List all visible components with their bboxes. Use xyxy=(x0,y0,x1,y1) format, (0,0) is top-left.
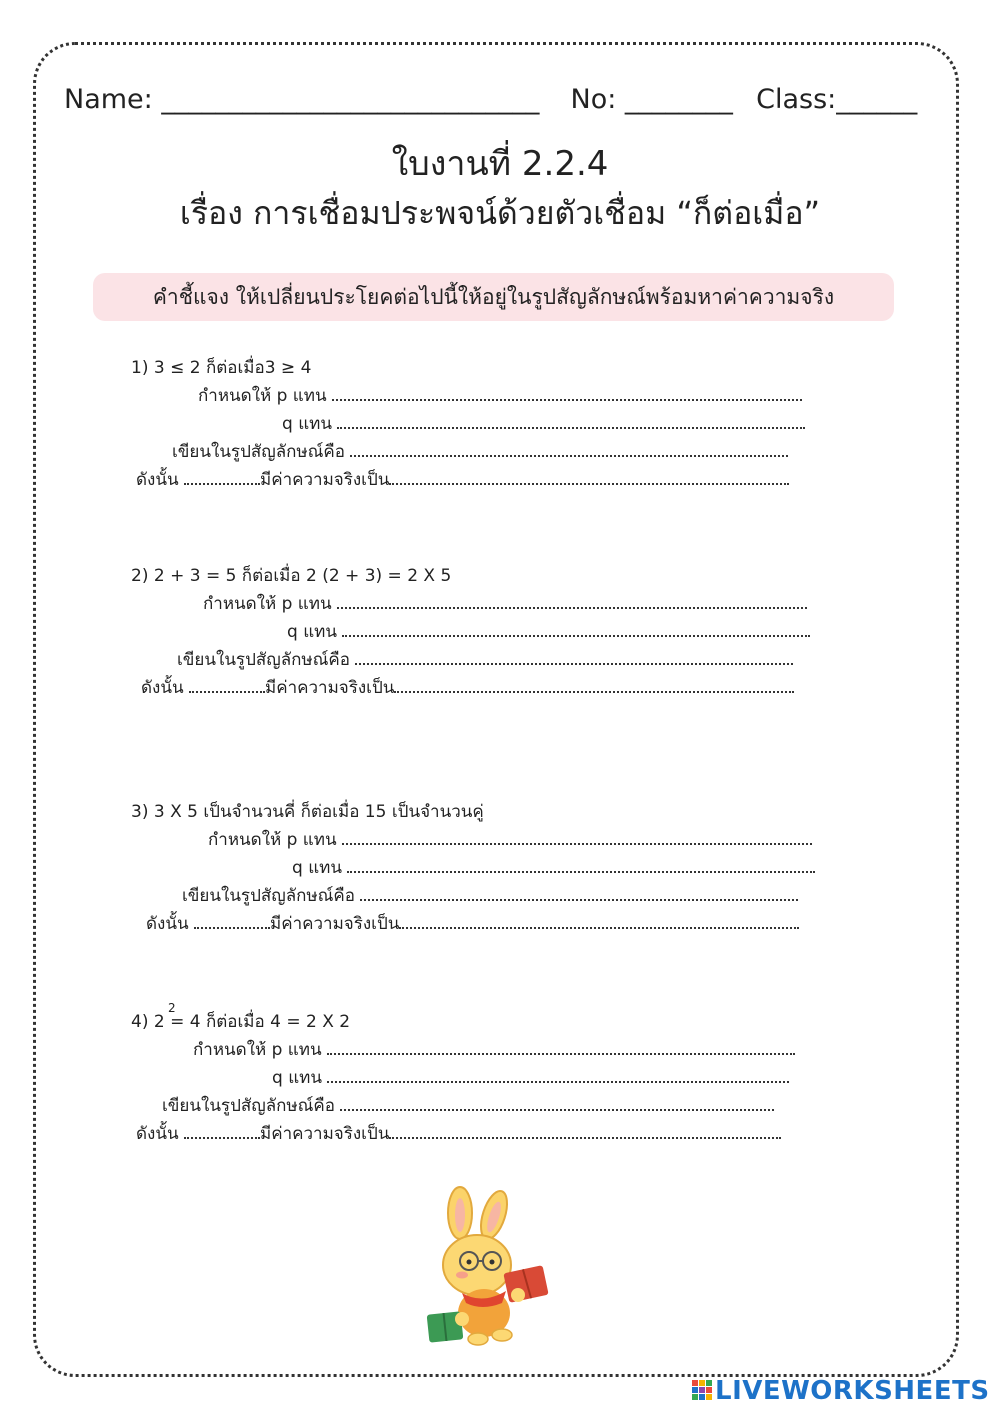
symbol-answer-field[interactable] xyxy=(340,1093,774,1111)
truth-row xyxy=(146,911,799,937)
symbol-row xyxy=(177,647,793,673)
so-label: ดังนั้น xyxy=(136,1124,179,1144)
name-field[interactable]: Name: ____________________________ xyxy=(64,84,540,115)
q-answer-field[interactable] xyxy=(347,855,815,873)
q-label: q แทน xyxy=(272,1068,322,1088)
q-label: q แทน xyxy=(287,622,337,642)
truth-label: มีค่าความจริงเป็น xyxy=(260,470,390,490)
p-label: กำหนดให้ p แทน xyxy=(208,830,337,850)
symbol-label: เขียนในรูปสัญลักษณ์คือ xyxy=(177,650,350,670)
worksheet-number: ใบงานที่ 2.2.4 xyxy=(391,144,609,184)
symbol-row xyxy=(172,439,788,465)
symbol-row xyxy=(182,883,798,909)
symbol-label: เขียนในรูปสัญลักษณ์คือ xyxy=(162,1096,335,1116)
q-answer-field[interactable] xyxy=(342,619,810,637)
student-info-header xyxy=(64,78,944,122)
truth-row xyxy=(136,467,789,493)
truth-row xyxy=(141,675,794,701)
q-label: q แทน xyxy=(282,414,332,434)
number-field[interactable]: No: ________ xyxy=(570,84,733,115)
exponent: 2 xyxy=(168,1001,176,1015)
symbol-answer-field[interactable] xyxy=(360,883,798,901)
truth-answer-field[interactable] xyxy=(399,911,799,929)
truth-label: มีค่าความจริงเป็น xyxy=(260,1124,390,1144)
q-definition-row xyxy=(292,855,815,881)
q-definition-row xyxy=(282,411,805,437)
worksheet-topic: เรื่อง การเชื่อมประพจน์ด้วยตัวเชื่อม “ก็ต่อเมื่อ” xyxy=(179,194,821,232)
proposition-answer-field[interactable] xyxy=(184,467,260,485)
p-definition-row xyxy=(208,827,812,853)
bunny-reading-illustration xyxy=(422,1185,557,1350)
p-definition-row xyxy=(198,383,802,409)
worksheet-border xyxy=(33,42,959,1377)
proposition-answer-field[interactable] xyxy=(189,675,265,693)
q-definition-row xyxy=(272,1065,789,1091)
question-statement: 1) 3 ≤ 2 ก็ต่อเมื่อ3 ≥ 4 xyxy=(131,358,312,378)
p-label: กำหนดให้ p แทน xyxy=(193,1040,322,1060)
q-label: q แทน xyxy=(292,858,342,878)
truth-label: มีค่าความจริงเป็น xyxy=(270,914,400,934)
so-label: ดังนั้น xyxy=(136,470,179,490)
p-answer-field[interactable] xyxy=(327,1037,795,1055)
p-definition-row xyxy=(203,591,807,617)
p-answer-field[interactable] xyxy=(332,383,802,401)
p-definition-row xyxy=(193,1037,795,1063)
truth-answer-field[interactable] xyxy=(389,467,789,485)
symbol-answer-field[interactable] xyxy=(355,647,793,665)
symbol-row xyxy=(162,1093,774,1119)
truth-answer-field[interactable] xyxy=(389,1121,781,1139)
p-label: กำหนดให้ p แทน xyxy=(198,386,327,406)
instruction-box xyxy=(93,273,894,321)
question-statement: 2) 2 + 3 = 5 ก็ต่อเมื่อ 2 (2 + 3) = 2 X 5 xyxy=(131,566,452,586)
so-label: ดังนั้น xyxy=(141,678,184,698)
question-statement: 4) 2 = 4 ก็ต่อเมื่อ 4 = 2 X 2 xyxy=(131,1012,351,1032)
p-answer-field[interactable] xyxy=(342,827,812,845)
q-definition-row xyxy=(287,619,810,645)
q-answer-field[interactable] xyxy=(337,411,805,429)
symbol-answer-field[interactable] xyxy=(350,439,788,457)
truth-row xyxy=(136,1121,781,1147)
symbol-label: เขียนในรูปสัญลักษณ์คือ xyxy=(182,886,355,906)
so-label: ดังนั้น xyxy=(146,914,189,934)
question-statement: 3) 3 X 5 เป็นจำนวนคี่ ก็ต่อเมื่อ 15 เป็นจำนวนคู่ xyxy=(131,802,484,822)
p-answer-field[interactable] xyxy=(337,591,807,609)
q-answer-field[interactable] xyxy=(327,1065,789,1083)
class-field[interactable]: Class:______ xyxy=(756,84,918,115)
p-label: กำหนดให้ p แทน xyxy=(203,594,332,614)
truth-label: มีค่าความจริงเป็น xyxy=(265,678,395,698)
instruction-text: คำชี้แจง ให้เปลี่ยนประโยคต่อไปนี้ให้อยู่ในรูปสัญลักษณ์พร้อมหาค่าความจริง xyxy=(152,285,835,309)
watermark-text: LIVEWORKSHEETS xyxy=(715,1376,990,1406)
proposition-answer-field[interactable] xyxy=(184,1121,260,1139)
symbol-label: เขียนในรูปสัญลักษณ์คือ xyxy=(172,442,345,462)
proposition-answer-field[interactable] xyxy=(194,911,270,929)
liveworksheets-logo xyxy=(692,1376,992,1406)
liveworksheets-icon xyxy=(692,1380,712,1404)
truth-answer-field[interactable] xyxy=(394,675,794,693)
